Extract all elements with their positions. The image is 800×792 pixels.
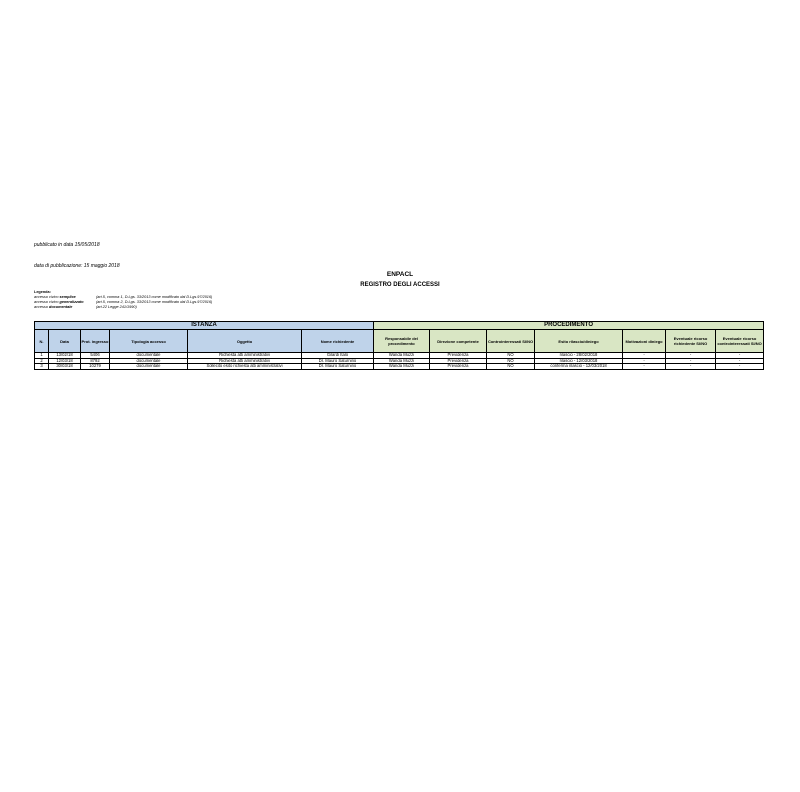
cell-oggetto: Sollecito esito richiesta atti amministrativi <box>188 364 302 370</box>
access-registry-table <box>34 321 764 370</box>
cell-oggetto: Richiesta atti amministrativi <box>188 353 302 359</box>
cell-data: 30/03/18 <box>49 364 81 370</box>
cell-controinteressati: NO <box>487 358 535 364</box>
col-header-direzione: Direzione competente <box>430 330 487 353</box>
cell-esito: rilascio - 12/03/2018 <box>535 358 623 364</box>
section-procedimento: PROCEDIMENTO <box>374 322 764 330</box>
cell-ricorso-controinteressati: - <box>716 364 764 370</box>
cell-esito: rilascio - 28/02/2018 <box>535 353 623 359</box>
col-header-oggetto: Oggetto <box>188 330 302 353</box>
legend-type: semplice <box>59 295 76 299</box>
col-header-controinteressati: Controinteressati SI/NO <box>487 330 535 353</box>
cell-motivazioni: - <box>623 364 666 370</box>
cell-ricorso-controinteressati: - <box>716 353 764 359</box>
cell-data: 13/02/18 <box>49 353 81 359</box>
cell-n: 1 <box>35 353 49 359</box>
legend-type: generalizzato <box>59 300 84 304</box>
cell-tipologia: documentale <box>110 364 188 370</box>
table-row <box>35 364 764 370</box>
cell-esito: conferma rilascio - 12/03/2018 <box>535 364 623 370</box>
cell-ricorso-richiedente: - <box>666 364 716 370</box>
cell-prot: 10279 <box>81 364 110 370</box>
col-header-data: Data <box>49 330 81 353</box>
col-header-prot: Prot. ingresso <box>81 330 110 353</box>
cell-direzione: Previdenza <box>430 353 487 359</box>
legend-type: documentale <box>49 305 73 309</box>
col-header-richiedente: Nome richiedente <box>302 330 374 353</box>
col-header-ricorso-richiedente: Eventuale ricorso richiedente SI/NO <box>666 330 716 353</box>
legend-ref: (art.5, comma 2, D.Lgs. 33/2013 come modificato dal D.Lgs.97/2016) <box>96 300 213 304</box>
legend-prefix: accesso civico <box>34 300 59 304</box>
col-header-motivazioni: Motivazioni diniego <box>623 330 666 353</box>
cell-data: 12/03/18 <box>49 358 81 364</box>
cell-responsabile: Wanda Muzzi <box>374 364 430 370</box>
col-header-tipologia: Tipologia accesso <box>110 330 188 353</box>
cell-richiedente: Dr. Mauro Saturnino <box>302 364 374 370</box>
legend-item <box>34 305 212 310</box>
cell-responsabile: Wanda Muzzi <box>374 353 430 359</box>
cell-responsabile: Wanda Muzzi <box>374 358 430 364</box>
legend-ref: (art.22 Legge 241/1990) <box>96 305 137 309</box>
cell-richiedente: Dr. Mauro Saturnino <box>302 358 374 364</box>
cell-direzione: Previdenza <box>430 358 487 364</box>
cell-prot: 5406 <box>81 353 110 359</box>
registry-title: REGISTRO DEGLI ACCESSI <box>360 282 440 288</box>
legend-ref: (art.5, comma 1, D.Lgs. 33/2013 come modificato dal D.Lgs.97/2016) <box>96 295 213 299</box>
section-istanza: ISTANZA <box>35 322 374 330</box>
cell-ricorso-richiedente: - <box>666 358 716 364</box>
cell-oggetto: Richiesta atti amministrativi <box>188 358 302 364</box>
cell-richiedente: Gilardi Italo <box>302 353 374 359</box>
legend-prefix: accesso <box>34 305 48 309</box>
col-header-ricorso-controinteressati: Eventuale ricorso controinteressati SI/NO <box>716 330 764 353</box>
cell-controinteressati: NO <box>487 353 535 359</box>
cell-n: 2 <box>35 358 49 364</box>
published-on-note: pubblicato in data 15/05/2018 <box>34 242 100 248</box>
cell-ricorso-controinteressati: - <box>716 358 764 364</box>
cell-direzione: Previdenza <box>430 364 487 370</box>
cell-motivazioni: - <box>623 358 666 364</box>
col-header-responsabile: Responsabile del procedimento <box>374 330 430 353</box>
legend <box>34 290 212 310</box>
cell-ricorso-richiedente: - <box>666 353 716 359</box>
cell-tipologia: documentale <box>110 358 188 364</box>
cell-n: 3 <box>35 364 49 370</box>
col-header-esito: Esito rilascio/diniego <box>535 330 623 353</box>
cell-controinteressati: NO <box>487 364 535 370</box>
publication-date-note: data di pubblicazione: 15 maggio 2018 <box>34 263 120 269</box>
legend-title: Legenda: <box>34 290 51 294</box>
cell-motivazioni: - <box>623 353 666 359</box>
org-title: ENPACL <box>386 271 414 278</box>
legend-prefix: accesso civico <box>34 295 59 299</box>
cell-prot: 8792 <box>81 358 110 364</box>
cell-tipologia: documentale <box>110 353 188 359</box>
col-header-n: N. <box>35 330 49 353</box>
